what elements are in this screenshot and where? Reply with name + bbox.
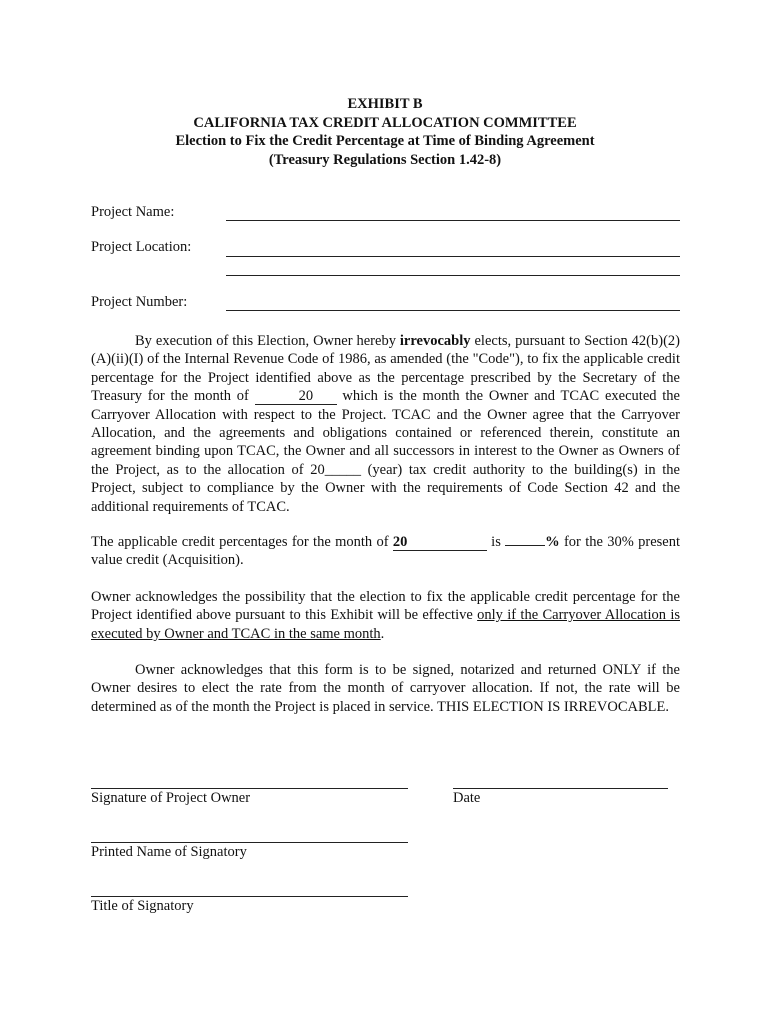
acknowledgement-notarize: Owner acknowledges that this form is to be signed, notarized and returned ONLY if the Owner desires to elect the rate from the month of carryover allocation. If not, the rate will be determined as of the month the Project is placed in service. THIS ELECTION IS IRREVOCABLE. xyxy=(91,662,680,715)
document-subtitle: Election to Fix the Credit Percentage at Time of Binding Agreement xyxy=(175,133,595,149)
ack1-text: Owner acknowledges the possibility that the election to fix the applicable credit percentage for the Project identified above pursuant to this Exhibit will be effective xyxy=(91,589,680,624)
exhibit-label: EXHIBIT B xyxy=(347,96,423,112)
printed-name-line[interactable] xyxy=(91,842,408,843)
rate-text-a: The applicable credit percentages for the month of xyxy=(91,534,393,550)
regulation-reference: (Treasury Regulations Section 1.42-8) xyxy=(268,152,502,168)
title-line[interactable] xyxy=(91,896,408,897)
election-text-a: By execution of this Election, Owner hereby xyxy=(135,333,400,349)
project-number-field[interactable] xyxy=(226,293,680,311)
committee-title: CALIFORNIA TAX CREDIT ALLOCATION COMMITTEE xyxy=(193,115,577,131)
date-label: Date xyxy=(453,790,481,806)
project-location-field-line2[interactable] xyxy=(226,258,680,276)
owner-signature-label: Signature of Project Owner xyxy=(91,790,251,806)
ack1-underlined-condition: only if the Carryover Allocation is executed by Owner and TCAC in the same month xyxy=(91,607,680,642)
rate-month-field[interactable]: 20 xyxy=(393,535,487,551)
rate-percent-field[interactable] xyxy=(505,545,545,546)
rate-paragraph xyxy=(91,533,680,570)
owner-signature-line[interactable] xyxy=(91,788,408,789)
project-name-label: Project Name: xyxy=(91,204,175,220)
percent-sign: % xyxy=(545,534,560,550)
rate-text-c: for the 30% present value credit (Acquisition). xyxy=(91,534,680,569)
ack1-end: . xyxy=(380,625,385,642)
project-location-field[interactable] xyxy=(226,239,680,257)
election-text-c: which is the month the Owner and TCAC executed the Carryover Allocation with respect to the Project. TCAC and the Owner agree that the Carryover Allocation, and the agreements and obligations contained or referenced therein, constitute an agreement binding upon TCAC, the Owner and all successors in interest to the Owner as Owners of the Project, as to the allocation of 20_____ (year) tax credit authority to the building(s) in the Project, subject to compliance by the Owner with the requirements of Code Section 42 and the additional requirements of TCAC. xyxy=(91,388,680,515)
project-name-field[interactable] xyxy=(226,203,680,221)
election-text-b: elects, pursuant to Section 42(b)(2)(A)(ii)(I) of the Internal Revenue Code of 1986, as amended (the "Code"), to fix the applicable credit percentage for the Project identified above as the percentage prescribed by the Secretary of the Treasury for the month of xyxy=(91,333,680,405)
acknowledgement-effective xyxy=(91,588,680,643)
carryover-month-blank[interactable]: 20 xyxy=(255,389,337,405)
election-paragraph xyxy=(91,332,680,516)
rate-text-b: is xyxy=(486,534,506,550)
irrevocably-emphasis: irrevocably xyxy=(399,333,471,349)
printed-name-label: Printed Name of Signatory xyxy=(91,844,247,860)
project-location-label: Project Location: xyxy=(91,239,192,255)
project-number-label: Project Number: xyxy=(91,294,188,310)
date-line[interactable] xyxy=(453,788,668,789)
title-label: Title of Signatory xyxy=(91,898,194,914)
